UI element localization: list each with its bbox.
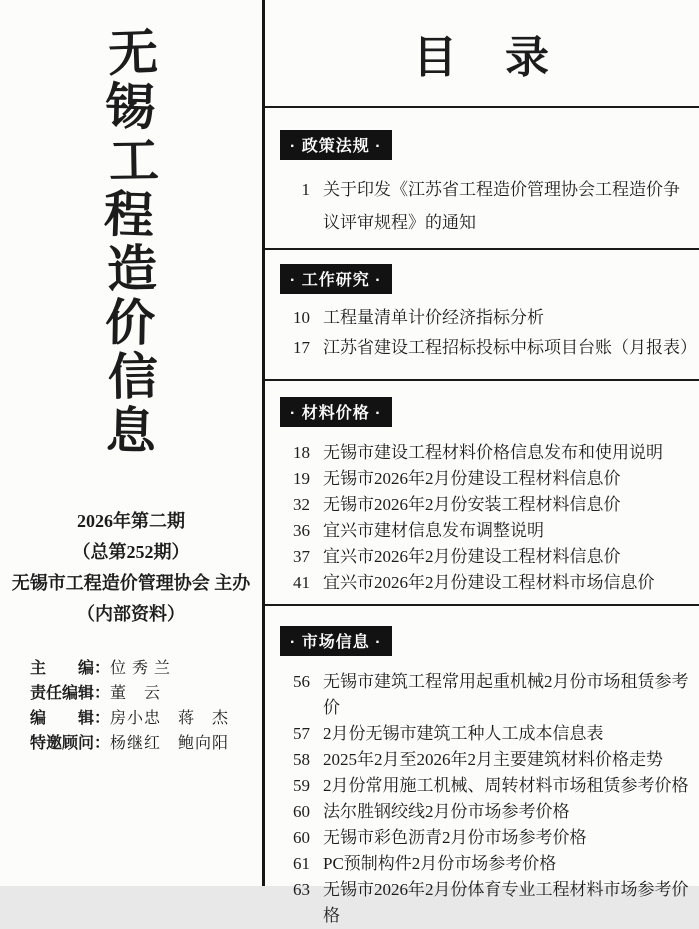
- staff-row: [30, 656, 262, 681]
- item-title: 2025年2月至2026年2月主要建筑材料价格走势: [323, 750, 663, 769]
- staff-list: [0, 656, 262, 756]
- publisher: 无锡市工程造价管理协会 主办: [11, 573, 251, 593]
- item-title: 法尔胜钢绞线2月份市场参考价格: [323, 802, 570, 821]
- section-items: [280, 669, 699, 929]
- masthead-char: 工: [108, 130, 160, 191]
- toc-item: [280, 721, 699, 747]
- section-badge: · 工作研究 ·: [280, 264, 392, 294]
- section-items: [280, 303, 699, 363]
- item-title: 工程量清单计价经济指标分析: [323, 308, 544, 327]
- staff-names: 房小忠 蒋 杰: [110, 710, 230, 727]
- section-items: [280, 440, 699, 596]
- toc-item: [280, 333, 699, 363]
- section-material-prices: [265, 379, 699, 604]
- section-policy-regulations: [265, 106, 699, 248]
- section-work-research: [265, 248, 699, 379]
- item-title: 无锡市建筑工程常用起重机械2月份市场租赁参考价: [323, 672, 689, 717]
- staff-row: [30, 681, 262, 706]
- masthead-column: [0, 0, 265, 886]
- page-title: 目 录: [413, 33, 551, 82]
- toc-item: [280, 466, 699, 492]
- masthead-char: 锡: [104, 76, 156, 137]
- page-number: 57: [293, 724, 310, 743]
- staff-role: 责任编辑：: [30, 685, 111, 702]
- issue-total: （总第252期）: [72, 542, 190, 562]
- item-title: 宜兴市2026年2月份建设工程材料信息价: [323, 547, 621, 566]
- item-title: 无锡市2026年2月份建设工程材料信息价: [323, 469, 621, 488]
- masthead-char: 造: [106, 238, 158, 299]
- staff-row: [30, 706, 262, 731]
- item-title: 宜兴市2026年2月份建设工程材料市场信息价: [323, 573, 655, 592]
- page-number: 60: [293, 802, 310, 821]
- page-number: 18: [293, 443, 310, 462]
- page-number: 58: [293, 750, 310, 769]
- page-number: 56: [293, 672, 310, 691]
- magazine-title-vertical: [0, 22, 262, 461]
- toc-item: [280, 669, 699, 721]
- page-number: 37: [293, 547, 310, 566]
- staff-names: 董 云: [110, 685, 162, 702]
- page-number: 32: [293, 495, 310, 514]
- toc-item: [280, 747, 699, 773]
- contents-column: [265, 0, 699, 925]
- item-title: 宜兴市建材信息发布调整说明: [323, 521, 544, 540]
- toc-item: [280, 173, 699, 239]
- item-title: 无锡市2026年2月份体育专业工程材料市场参考价格: [323, 880, 689, 925]
- toc-item: [280, 773, 699, 799]
- item-title: 无锡市2026年2月份安装工程材料信息价: [323, 495, 621, 514]
- page-number: 1: [301, 180, 310, 199]
- toc-item: [280, 570, 699, 596]
- staff-role: 主 编：: [30, 660, 111, 677]
- toc-item: [280, 799, 699, 825]
- staff-role: 特邀顾问：: [30, 735, 111, 752]
- section-items: [280, 173, 699, 239]
- page-number: 19: [293, 469, 310, 488]
- toc-item: [280, 492, 699, 518]
- masthead-char: 无: [106, 22, 159, 83]
- section-market-information: [265, 604, 699, 929]
- issue-number: 2026年第二期: [77, 511, 185, 531]
- item-title: 关于印发《江苏省工程造价管理协会工程造价争议评审规程》的通知: [323, 180, 680, 232]
- staff-names: 位 秀 兰: [110, 660, 172, 677]
- page-number: 36: [293, 521, 310, 540]
- section-badge: · 材料价格 ·: [280, 397, 392, 427]
- section-badge: · 政策法规 ·: [280, 130, 392, 160]
- page-number: 63: [293, 880, 310, 899]
- item-title: 无锡市彩色沥青2月份市场参考价格: [323, 828, 587, 847]
- issue-info: [0, 506, 262, 630]
- toc-item: [280, 303, 699, 333]
- section-badge: · 市场信息 ·: [280, 626, 392, 656]
- page-number: 10: [293, 308, 310, 327]
- page-number: 59: [293, 776, 310, 795]
- masthead-char: 息: [105, 400, 157, 461]
- toc-item: [280, 440, 699, 466]
- toc-item: [280, 544, 699, 570]
- page-number: 17: [293, 338, 310, 357]
- item-title: 无锡市建设工程材料价格信息发布和使用说明: [323, 443, 663, 462]
- staff-role: 编 辑：: [30, 710, 111, 727]
- page-number: 60: [293, 828, 310, 847]
- staff-names: 杨继红 鲍向阳: [110, 735, 230, 752]
- item-title: 江苏省建设工程招标投标中标项目台账（月报表）: [323, 338, 697, 357]
- page-number: 41: [293, 573, 310, 592]
- toc-item: [280, 518, 699, 544]
- internal-note: （内部资料）: [77, 604, 185, 624]
- masthead-char: 程: [103, 184, 156, 245]
- toc-item: [280, 877, 699, 929]
- item-title: PC预制构件2月份市场参考价格: [323, 854, 557, 873]
- toc-item: [280, 851, 699, 877]
- item-title: 2月份常用施工机械、周转材料市场租赁参考价格: [323, 776, 689, 795]
- staff-row: [30, 731, 262, 756]
- masthead-char: 信: [107, 346, 159, 407]
- toc-item: [280, 825, 699, 851]
- item-title: 2月份无锡市建筑工种人工成本信息表: [323, 724, 604, 743]
- page-number: 61: [293, 854, 310, 873]
- masthead-char: 价: [104, 292, 156, 353]
